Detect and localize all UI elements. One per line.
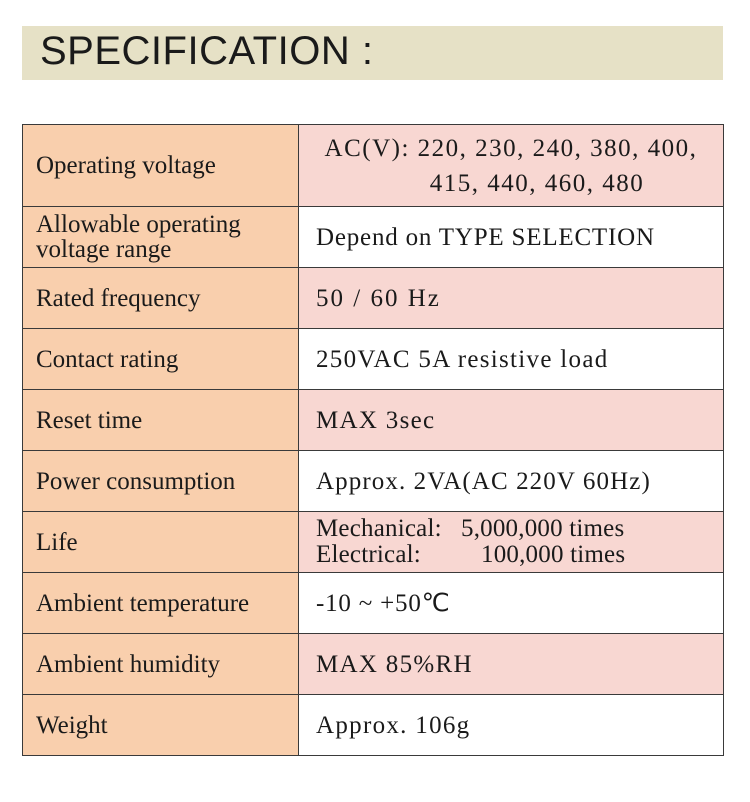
- row-value: Depend on TYPE SELECTION: [299, 207, 724, 268]
- mechanical-label: Mechanical:: [316, 515, 442, 542]
- table-row: [23, 125, 724, 207]
- row-label: Rated frequency: [23, 268, 299, 329]
- label-line: Allowable operating: [36, 211, 241, 238]
- row-label: Power consumption: [23, 451, 299, 512]
- header-band: [22, 26, 723, 80]
- row-label: Operating voltage: [23, 125, 299, 207]
- row-value: -10 ~ +50℃: [299, 573, 724, 634]
- row-label: Ambient temperature: [23, 573, 299, 634]
- row-value: [299, 125, 724, 207]
- table-row: [23, 207, 724, 268]
- row-label: Life: [23, 512, 299, 573]
- life-values: [316, 516, 723, 568]
- row-value: MAX 3sec: [299, 390, 724, 451]
- row-value: Approx. 106g: [299, 695, 724, 756]
- table-row: [23, 634, 724, 695]
- table-row: [23, 268, 724, 329]
- value-line: 415, 440, 460, 480: [429, 169, 645, 197]
- page-title: SPECIFICATION :: [40, 29, 374, 73]
- row-value: 250VAC 5A resistive load: [299, 329, 724, 390]
- spec-table: [22, 124, 724, 756]
- row-value: Approx. 2VA(AC 220V 60Hz): [299, 451, 724, 512]
- electrical-label: Electrical:: [316, 541, 421, 568]
- table-row: [23, 390, 724, 451]
- row-value: MAX 85%RH: [299, 634, 724, 695]
- row-value: 50 / 60 Hz: [299, 268, 724, 329]
- row-label: Ambient humidity: [23, 634, 299, 695]
- table-row: [23, 695, 724, 756]
- table-row: [23, 451, 724, 512]
- row-label: [23, 207, 299, 268]
- table-row: [23, 573, 724, 634]
- mechanical-value: 5,000,000 times: [461, 515, 625, 542]
- table-row: [23, 512, 724, 573]
- row-label: Contact rating: [23, 329, 299, 390]
- row-value: [299, 512, 724, 573]
- table-row: [23, 329, 724, 390]
- row-label: Weight: [23, 695, 299, 756]
- label-line: voltage range: [36, 236, 172, 263]
- electrical-value: 100,000 times: [481, 541, 626, 568]
- row-label: Reset time: [23, 390, 299, 451]
- value-line: AC(V): 220, 230, 240, 380, 400,: [324, 134, 698, 162]
